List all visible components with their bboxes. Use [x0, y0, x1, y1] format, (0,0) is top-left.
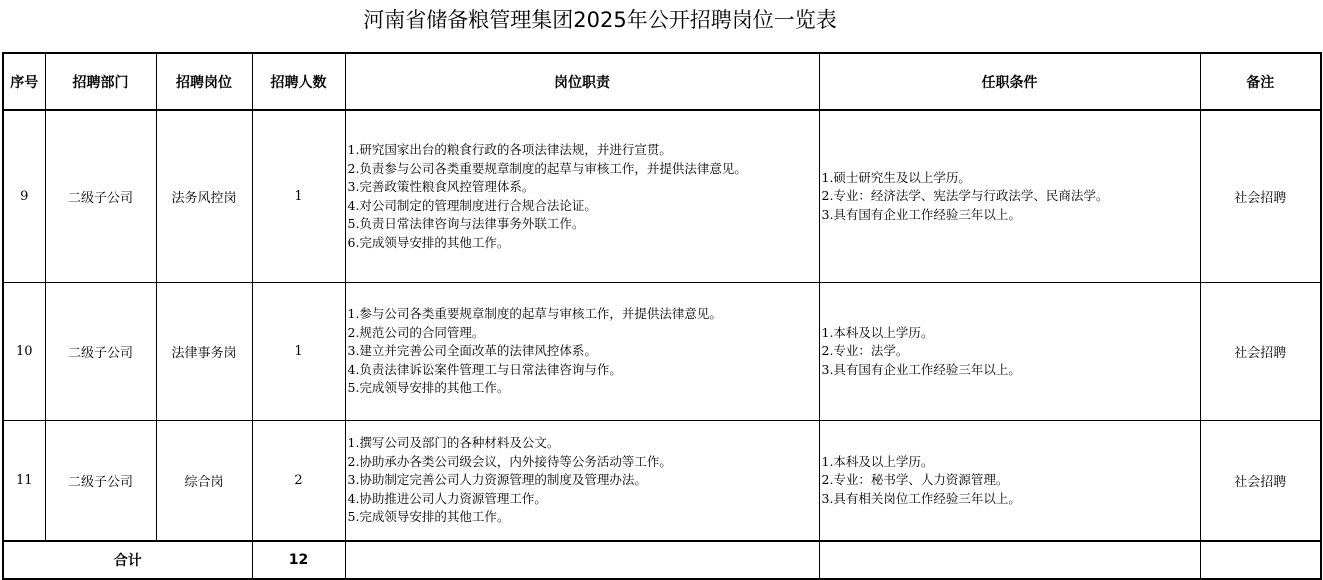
- page-title: 河南省储备粮管理集团2025年公开招聘岗位一览表: [363, 8, 837, 32]
- duty-line: 4.对公司制定的管理制度进行合规合法论证。: [347, 197, 597, 213]
- cell-remark: 社会招聘: [1200, 110, 1321, 283]
- header-duties: 岗位职责: [345, 53, 819, 110]
- duty-line: 5.负责日常法律咨询与法律事务外联工作。: [347, 216, 585, 231]
- requirement-line: 3.具有国有企业工作经验三年以上。: [821, 361, 1021, 377]
- cell-dept: 二级子公司: [45, 421, 156, 542]
- table-row: [3, 110, 1321, 283]
- cell-post: 法律事务岗: [156, 283, 252, 421]
- cell-count: 1: [252, 283, 345, 421]
- duty-line: 1.研究国家出台的粮食行政的各项法律法规，并进行宣贯。: [347, 142, 672, 157]
- header-dept: 招聘部门: [45, 53, 156, 110]
- duty-line: 4.协助推进公司人力资源管理工作。: [347, 490, 547, 506]
- duty-line: 3.完善政策性粮食风控管理体系。: [347, 179, 535, 194]
- cell-seq: 10: [3, 283, 45, 421]
- header-remark: 备注: [1200, 53, 1321, 110]
- duty-line: 3.协助制定完善公司人力资源管理的制度及管理办法。: [347, 472, 647, 488]
- header-requirements: 任职条件: [819, 53, 1200, 110]
- positions-table: [2, 52, 1322, 580]
- header-count: 招聘人数: [252, 53, 345, 110]
- duty-line: 2.规范公司的合同管理。: [347, 324, 485, 340]
- total-empty-duties: [345, 541, 819, 579]
- header-seq: 序号: [3, 53, 45, 110]
- requirement-line: 1.硕士研究生及以上学历。: [821, 169, 971, 185]
- header-post: 招聘岗位: [156, 53, 252, 110]
- total-row: [3, 541, 1321, 579]
- requirement-line: 2.专业：法学。: [821, 343, 909, 359]
- requirement-line: 2.专业：经济法学、宪法学与行政法学、民商法学。: [821, 188, 1109, 204]
- cell-seq: 11: [3, 421, 45, 542]
- cell-duties: [345, 110, 819, 283]
- total-empty-remark: [1200, 541, 1321, 579]
- cell-dept: 二级子公司: [45, 110, 156, 283]
- requirement-line: 1.本科及以上学历。: [821, 453, 934, 469]
- duty-line: 1.撰写公司及部门的各种材料及公文。: [347, 435, 560, 451]
- total-count: 12: [252, 541, 345, 579]
- cell-requirements: [819, 283, 1200, 421]
- total-empty-requirements: [819, 541, 1200, 579]
- cell-seq: 9: [3, 110, 45, 283]
- header-row: [3, 53, 1321, 110]
- cell-count: 1: [252, 110, 345, 283]
- cell-dept: 二级子公司: [45, 283, 156, 421]
- total-label: 合计: [3, 541, 252, 579]
- requirement-line: 3.具有国有企业工作经验三年以上。: [821, 206, 1021, 222]
- cell-remark: 社会招聘: [1200, 283, 1321, 421]
- cell-duties: [345, 283, 819, 421]
- requirement-line: 3.具有相关岗位工作经验三年以上。: [821, 490, 1021, 506]
- duty-line: 5.完成领导安排的其他工作。: [347, 509, 510, 525]
- duty-line: 2.协助承办各类公司级会议，内外接待等公务活动等工作。: [347, 453, 672, 469]
- duty-line: 6.完成领导安排的其他工作。: [347, 234, 510, 250]
- table-row: [3, 421, 1321, 542]
- duty-line: 3.建立并完善公司全面改革的法律风控体系。: [347, 343, 597, 359]
- duty-line: 5.完成领导安排的其他工作。: [347, 380, 510, 396]
- cell-duties: [345, 421, 819, 542]
- cell-requirements: [819, 421, 1200, 542]
- cell-remark: 社会招聘: [1200, 421, 1321, 542]
- duty-line: 4.负责法律诉讼案件管理工与日常法律咨询与作。: [347, 361, 622, 377]
- duty-line: 2.负责参与公司各类重要规章制度的起草与审核工作，并提供法律意见。: [347, 160, 747, 176]
- cell-count: 2: [252, 421, 345, 542]
- cell-post: 法务风控岗: [156, 110, 252, 283]
- requirement-line: 2.专业：秘书学、人力资源管理。: [821, 472, 1009, 488]
- table-row: [3, 283, 1321, 421]
- cell-post: 综合岗: [156, 421, 252, 542]
- duty-line: 1.参与公司各类重要规章制度的起草与审核工作，并提供法律意见。: [347, 306, 722, 322]
- requirement-line: 1.本科及以上学历。: [821, 324, 934, 340]
- cell-requirements: [819, 110, 1200, 283]
